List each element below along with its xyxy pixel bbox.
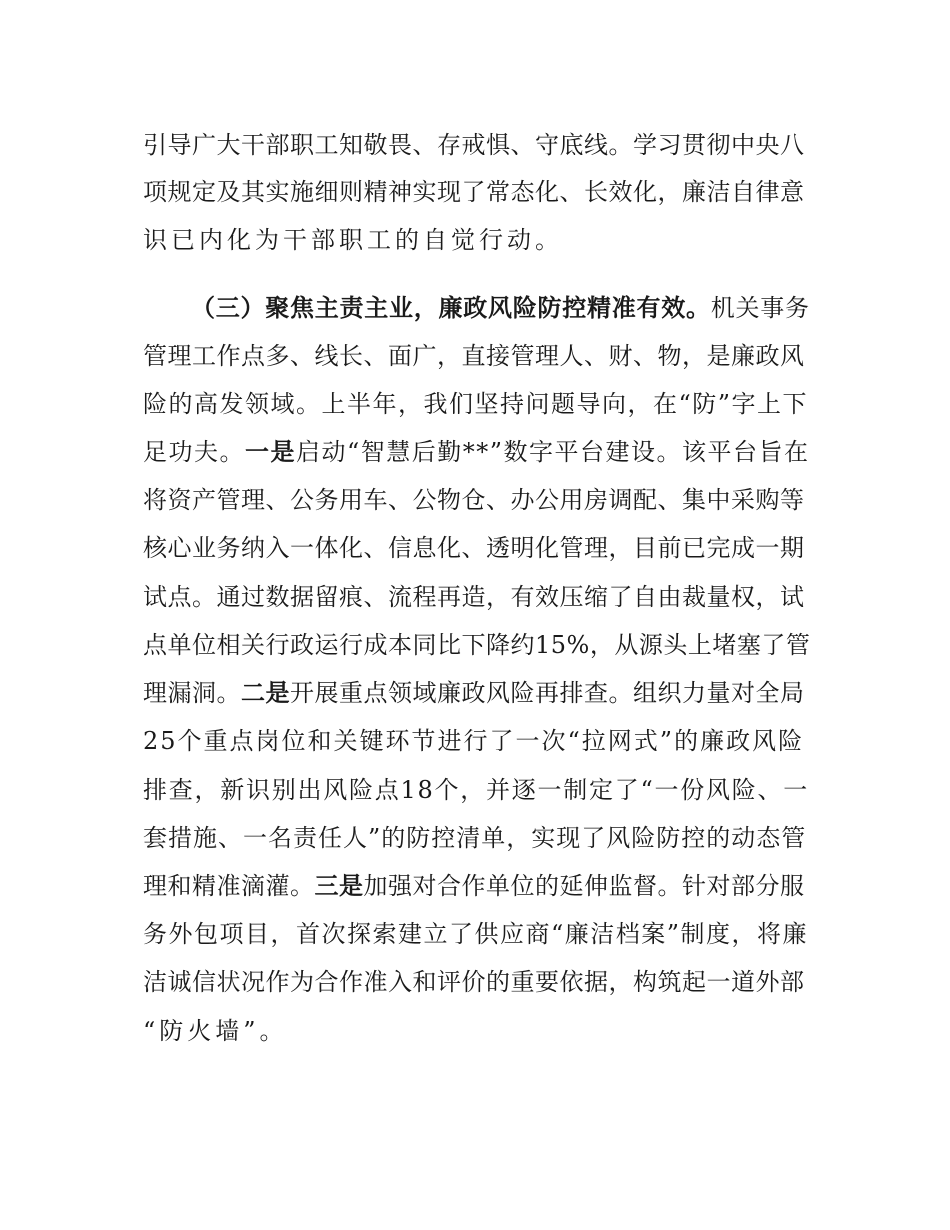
para2-line-13-post: 加强对合作单位的延伸监督。针对部分服 — [363, 872, 805, 900]
para1-line-1: 引导广大干部职工知敬畏、存戒惧、守底线。学习贯彻中央八 — [143, 131, 805, 159]
para2-line-14: 务外包项目，首次探索建立了供应商“廉洁档案”制度，将廉 — [143, 920, 809, 948]
marker-san: 三是 — [314, 871, 364, 900]
para2-line-1 — [191, 293, 810, 323]
para2-line-16: “防火墙”。 — [143, 1017, 288, 1045]
marker-er: 二是 — [241, 678, 290, 707]
para2-line-11: 排查，新识别出风险点18个，并逐一制定了“一份风险、一 — [143, 776, 810, 804]
para2-line-1-rest: 机关事务 — [710, 294, 810, 322]
para2-line-13 — [143, 871, 805, 901]
para2-line-2: 管理工作点多、线长、面广，直接管理人、财、物，是廉政风 — [143, 342, 805, 370]
para2-line-10: 25个重点岗位和关键环节进行了一次“拉网式”的廉政风险 — [143, 727, 805, 755]
para2-line-9-post: 开展重点领域廉政风险再排查。组织力量对全局 — [290, 679, 805, 707]
para2-line-6: 核心业务纳入一体化、信息化、透明化管理，目前已完成一期 — [143, 534, 805, 562]
para2-line-15: 洁诚信状况作为合作准入和评价的重要依据，构筑起一道外部 — [143, 968, 805, 996]
para2-line-3: 险的高发领域。上半年，我们坚持问题导向，在“防”字上下 — [143, 390, 809, 418]
para2-line-7: 试点。通过数据留痕、流程再造，有效压缩了自由裁量权，试 — [143, 583, 805, 611]
para2-line-12: 套措施、一名责任人”的防控清单，实现了风险防控的动态管 — [143, 824, 807, 852]
para2-line-9-pre: 理漏洞。 — [143, 679, 241, 707]
marker-yi: 一是 — [245, 437, 296, 466]
para2-line-4 — [143, 437, 810, 467]
para2-line-9 — [143, 678, 805, 708]
para2-line-4-post: 启动“智慧后勤**”数字平台建设。该平台旨在 — [296, 438, 810, 466]
para2-line-13-pre: 理和精准滴灌。 — [143, 872, 315, 900]
para1-line-3: 识已内化为干部职工的自觉行动。 — [143, 226, 563, 254]
para1-line-2: 项规定及其实施细则精神实现了常态化、长效化，廉洁自律意 — [143, 178, 805, 206]
para2-line-4-pre: 足功夫。 — [143, 438, 245, 466]
section-heading: （三）聚焦主责主业，廉政风险防控精准有效。 — [191, 293, 711, 322]
para2-line-5: 将资产管理、公务用车、公物仓、办公用房调配、集中采购等 — [143, 486, 805, 514]
para2-line-8: 点单位相关行政运行成本同比下降约15%，从源头上堵塞了管 — [143, 631, 811, 659]
